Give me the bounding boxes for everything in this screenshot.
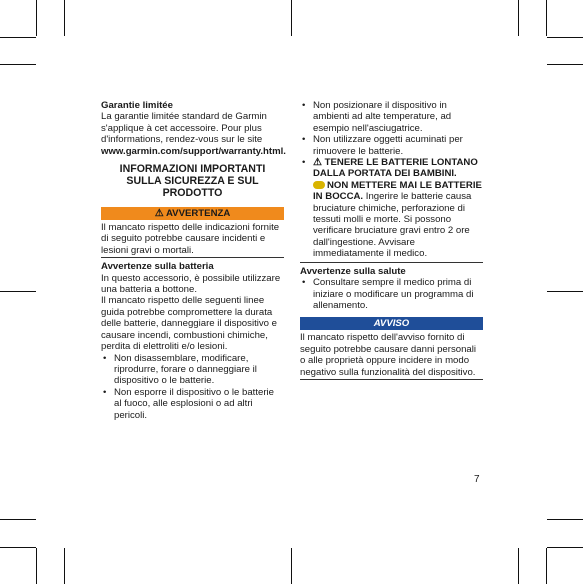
notice-text: Il mancato rispetto dell'avviso fornito di seguito potrebbe causare danni personali o alle proprietà oppure incidere in modo negativo sulla funzionalità del dispositivo. (300, 332, 483, 380)
warning-triangle-icon: ⚠ (154, 208, 164, 220)
battery-heading: Avvertenze sulla batteria (101, 261, 214, 273)
right-column (300, 100, 483, 383)
divider (300, 261, 483, 263)
skull-icon (313, 181, 325, 189)
battery-intro-1: In questo accessorio, è possibile utilizzare una batteria a bottone. (101, 272, 281, 296)
mouth-warning: NON METTERE MAI LE BATTERIE IN BOCCA. (313, 179, 482, 203)
warranty-text: La garantie limitée standard de Garmin s'applique à cet accessoire. Pour plus d'informations, rendez-vous sur le site (101, 111, 267, 146)
safety-title: INFORMAZIONI IMPORTANTI SULLA SICUREZZA E SUL PRODOTTO (119, 163, 266, 200)
children-warning: TENERE LE BATTERIE LONTANO DALLA PORTATA DEI BAMBINI. (313, 157, 478, 180)
list-item: • Non disassemblare, modificare, riprodurre, forare o danneggiare il dispositivo o le batterie. (101, 353, 284, 387)
mouth-text: Ingerire le batterie causa bruciature chimiche, perforazione di tessuti molli e morte. Si possono verificare bruciature gravi entro 2 ore dall'ingestione. Avvisare immediatamente il medico. (313, 191, 472, 260)
list-item-children-warning (300, 157, 483, 260)
battery-intro-2: Il mancato rispetto delle seguenti linee guida potrebbe compromettere la durata delle batterie, danneggiare il dispositivo e causare incendi, combustioni chimiche, perdita di elettroliti e/o lesioni. (101, 295, 277, 353)
list-item: • Non posizionare il dispositivo in ambienti ad alte temperature, ad esempio nell'asciugatrice. (300, 100, 483, 134)
page-number: 7 (474, 474, 480, 485)
list-item: • Non esporre il dispositivo o le batterie al fuoco, alle esplosioni o ad altri pericoli. (101, 387, 284, 421)
warning-banner (101, 207, 284, 220)
battery-bullet-list (101, 353, 284, 421)
warranty-url[interactable]: www.garmin.com/support/warranty.html. (101, 145, 286, 157)
warning-banner-label: AVVERTENZA (165, 208, 231, 220)
list-item: • Consultare sempre il medico prima di iniziare o modificare un programma di allenamento. (300, 277, 483, 311)
warning-triangle-icon: ⚠ (313, 157, 322, 169)
health-bullet-list (300, 277, 483, 311)
notice-banner: AVVISO (300, 317, 483, 330)
list-item: • Non utilizzare oggetti acuminati per rimuovere le batterie. (300, 134, 483, 157)
right-bullet-list (300, 100, 483, 260)
warning-text: Il mancato rispetto delle indicazioni fornite di seguito potrebbe causare incidenti e lesioni gravi o mortali. (101, 222, 284, 258)
left-column (101, 100, 284, 421)
warranty-heading: Garantie limitée (101, 100, 173, 111)
health-heading: Avvertenze sulla salute (300, 265, 406, 277)
